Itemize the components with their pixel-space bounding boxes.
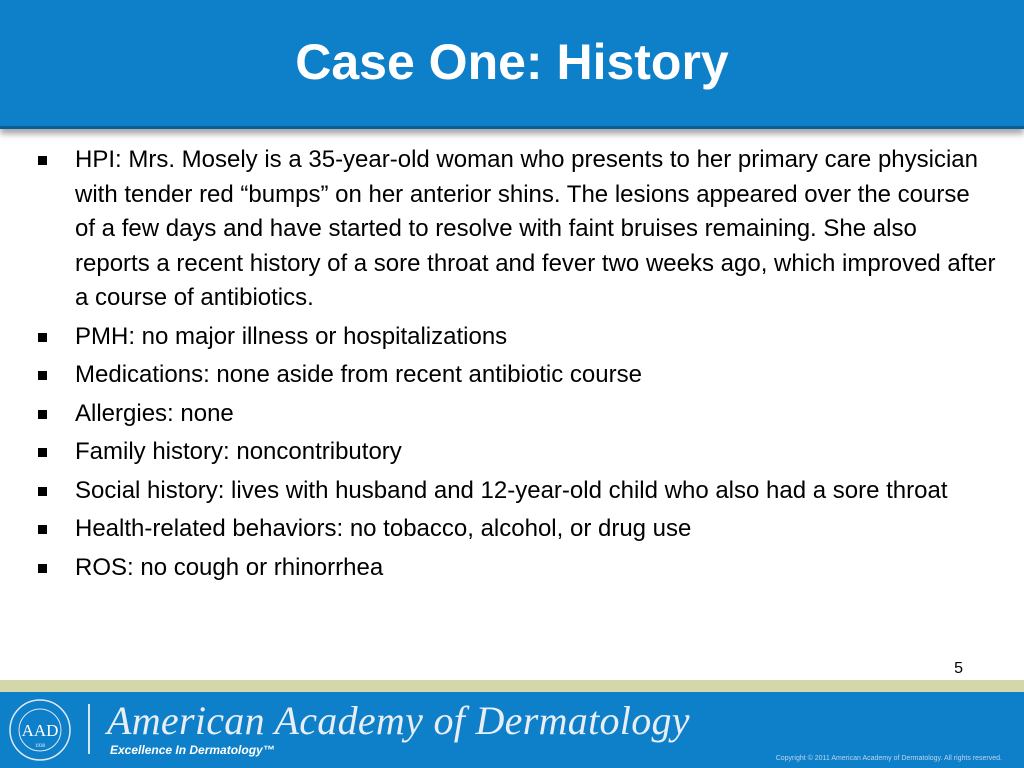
footer-accent-band (0, 680, 1024, 692)
slide-footer (0, 692, 1024, 768)
square-bullet-icon (38, 448, 47, 457)
footer-divider (88, 704, 90, 754)
aad-seal-logo-icon (8, 698, 72, 762)
square-bullet-icon (38, 156, 47, 165)
page-number: 5 (954, 660, 963, 677)
bullet-text: ROS: no cough or rhinorrhea (75, 553, 384, 581)
organization-tagline: Excellence In Dermatology™ (110, 743, 275, 757)
bullet-family-history (36, 435, 996, 470)
bullet-text: Health-related behaviors: no tobacco, alcohol, or drug use (75, 515, 692, 542)
square-bullet-icon (38, 371, 47, 380)
bullet-text: PMH: no major illness or hospitalizations (75, 322, 508, 350)
copyright-notice: Copyright © 2011 American Academy of Dermatology. All rights reserved. (775, 755, 1002, 762)
bullet-ros (36, 551, 996, 586)
bullet-list (36, 143, 996, 585)
square-bullet-icon (38, 487, 47, 496)
bullet-allergies (36, 397, 996, 432)
bullet-medications (36, 358, 996, 393)
bullet-pmh (36, 320, 996, 355)
bullet-text: Allergies: none (75, 399, 234, 427)
bullet-health-behaviors (36, 512, 996, 547)
slide-content (36, 143, 996, 589)
organization-name: American Academy of Dermatology (107, 698, 690, 743)
bullet-text: HPI: Mrs. Mosely is a 35-year-old woman who presents to her primary care physician with tender red “bumps” on her anterior shins. The lesions appeared over the course of a few days and have started to resolve with faint bruises remaining. She also reports a recent history of a sore throat and fever two weeks ago, which improved after a course of antibiotics. (75, 146, 996, 311)
bullet-hpi (36, 143, 996, 316)
slide-header (0, 0, 1024, 129)
square-bullet-icon (38, 525, 47, 534)
bullet-text: Medications: none aside from recent antibiotic course (75, 361, 642, 388)
bullet-text: Social history: lives with husband and 12-year-old child who also had a sore throat (75, 476, 948, 504)
slide-title: Case One: History (295, 34, 729, 90)
bullet-social-history (36, 474, 996, 509)
square-bullet-icon (38, 564, 47, 573)
seal-abbreviation: AAD (21, 721, 59, 740)
square-bullet-icon (38, 333, 47, 342)
seal-year: 1938 (35, 744, 45, 749)
bullet-text: Family history: noncontributory (75, 438, 402, 465)
square-bullet-icon (38, 410, 47, 419)
